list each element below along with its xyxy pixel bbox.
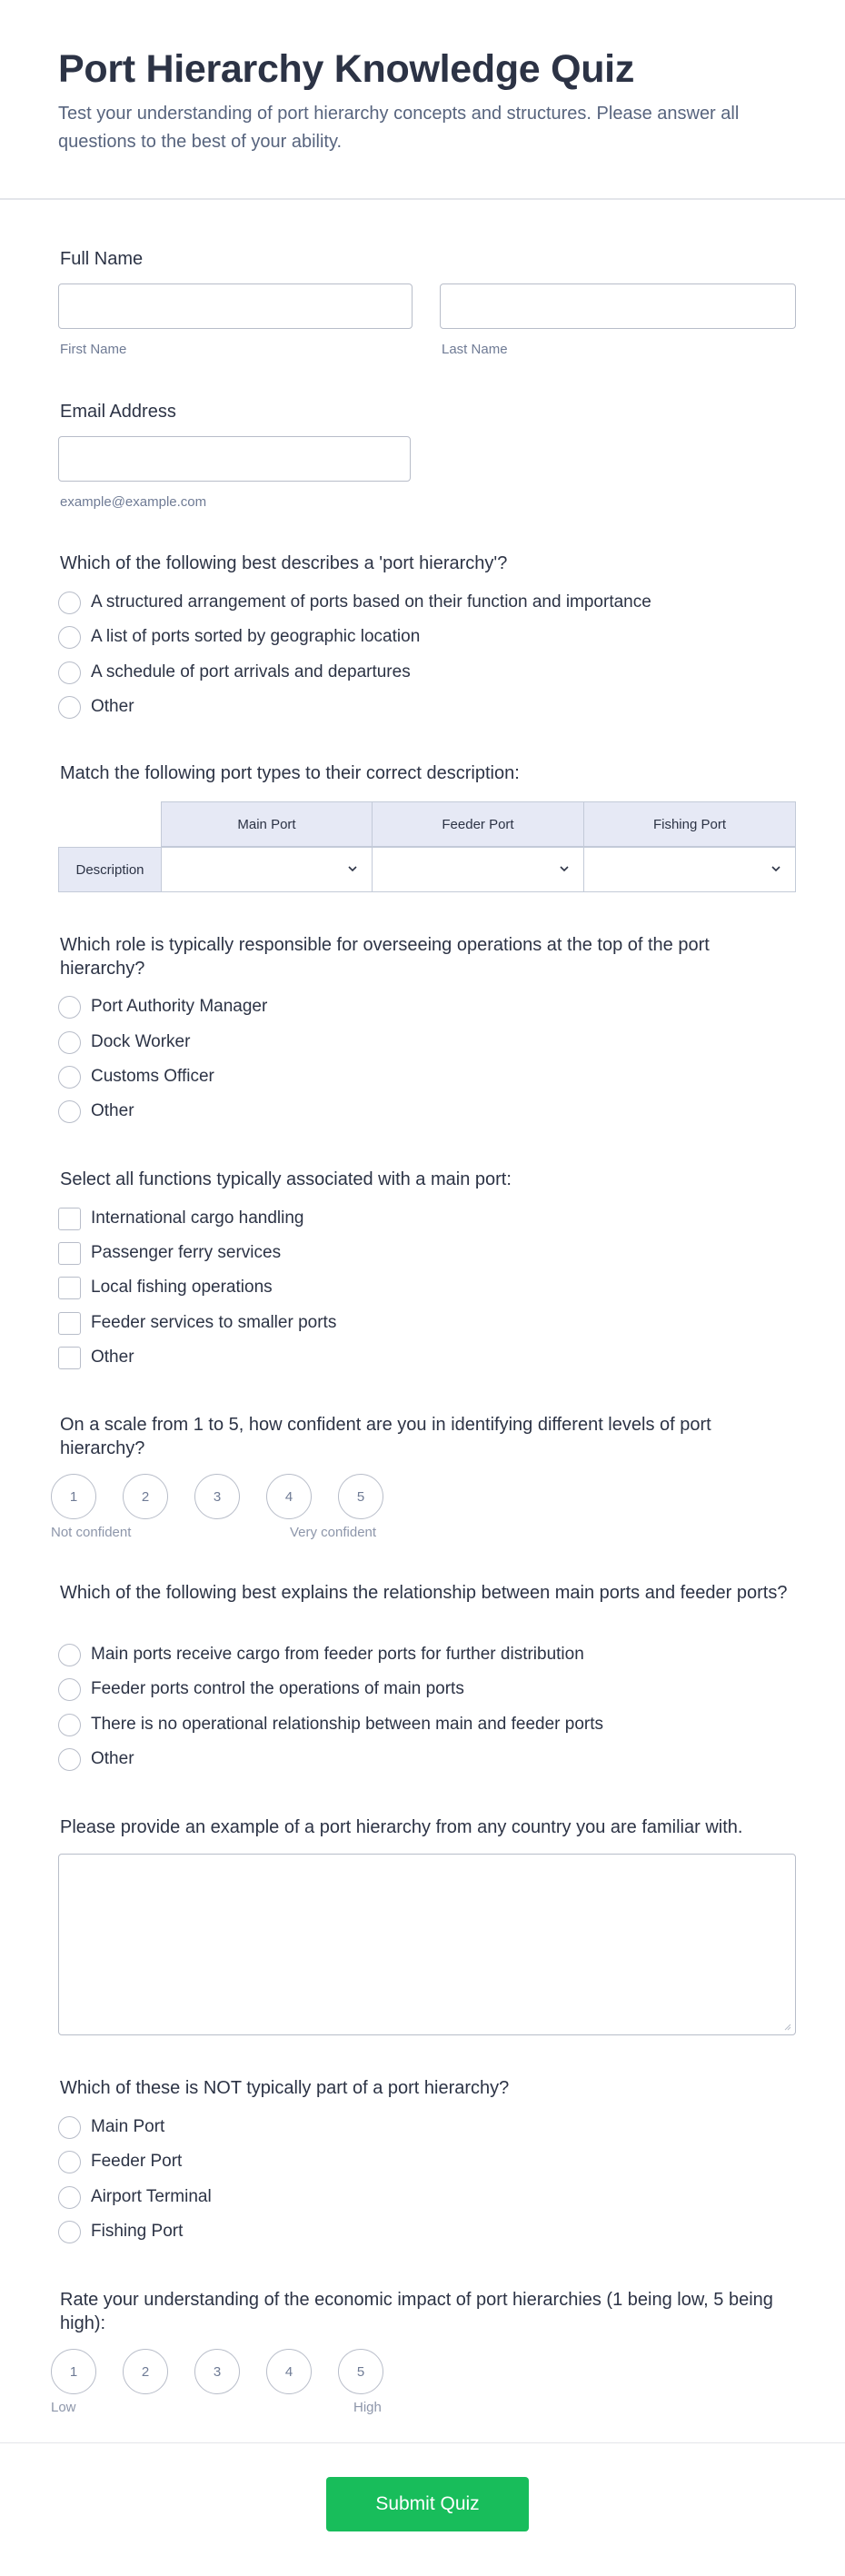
first-name-sublabel: First Name (60, 342, 127, 357)
question-economic-label: Rate your understanding of the economic impact of port hierarchies (1 being low, 5 being high): (60, 2290, 773, 2333)
scale-option[interactable]: 4 (266, 2349, 312, 2394)
form-header (0, 0, 845, 200)
checkbox-option[interactable] (58, 1207, 304, 1230)
option-label: A structured arrangement of ports based on their function and importance (91, 592, 651, 612)
scale-option[interactable]: 3 (194, 2349, 240, 2394)
scale-low-label: Not confident (51, 1525, 132, 1540)
radio-option[interactable] (58, 1677, 464, 1701)
radio-button[interactable] (58, 661, 81, 684)
radio-button[interactable] (58, 1066, 81, 1089)
submit-quiz-button[interactable]: Submit Quiz (326, 2477, 529, 2531)
checkbox[interactable] (58, 1208, 81, 1230)
radio-option[interactable] (58, 1030, 190, 1054)
radio-option[interactable] (58, 661, 411, 684)
question-example-label: Please provide an example of a port hierarchy from any country you are familiar with. (60, 1817, 743, 1837)
radio-button[interactable] (58, 626, 81, 649)
scale-option[interactable]: 1 (51, 1474, 96, 1519)
chevron-down-icon (558, 862, 571, 875)
question-functions-label: Select all functions typically associated with a main port: (60, 1169, 512, 1189)
radio-option[interactable] (58, 2185, 212, 2209)
full-name-label: Full Name (60, 249, 144, 269)
form-subtitle: Test your understanding of port hierarchy concepts and structures. Please answer all questions to the best of your ability. (58, 104, 740, 152)
radio-option[interactable] (58, 1099, 134, 1123)
question-role-label: Which role is typically responsible for overseeing operations at the top of the port hierarchy? (60, 935, 710, 979)
matrix-column-header: Main Port (161, 801, 373, 847)
resize-grip-icon[interactable] (782, 2022, 791, 2031)
radio-button[interactable] (58, 2186, 81, 2209)
radio-option[interactable] (58, 1747, 134, 1771)
option-label: Other (91, 1101, 134, 1120)
option-label: Feeder Port (91, 2152, 183, 2171)
chevron-down-icon (346, 862, 359, 875)
first-name-input[interactable] (58, 283, 413, 329)
radio-option[interactable] (58, 2115, 164, 2139)
matrix-dropdown-feeder-port[interactable] (372, 847, 584, 892)
option-label: Other (91, 697, 134, 716)
checkbox[interactable] (58, 1242, 81, 1265)
checkbox[interactable] (58, 1312, 81, 1335)
match-matrix (58, 801, 796, 892)
checkbox[interactable] (58, 1347, 81, 1369)
checkbox-option[interactable] (58, 1276, 273, 1299)
radio-option[interactable] (58, 1065, 214, 1089)
radio-button[interactable] (58, 592, 81, 614)
matrix-dropdown-fishing-port[interactable] (583, 847, 796, 892)
scale-low-label: Low (51, 2400, 76, 2415)
option-label: Main Port (91, 2117, 165, 2136)
radio-button[interactable] (58, 1714, 81, 1736)
question-relationship-label: Which of the following best explains the relationship between main ports and feeder ports? (60, 1583, 788, 1603)
form-title: Port Hierarchy Knowledge Quiz (58, 47, 635, 91)
option-label: Airport Terminal (91, 2187, 212, 2206)
scale-option[interactable]: 4 (266, 1474, 312, 1519)
example-textarea[interactable] (58, 1854, 796, 2035)
radio-button[interactable] (58, 2221, 81, 2243)
email-label: Email Address (60, 402, 176, 422)
question-definition-label: Which of the following best describes a 'port hierarchy'? (60, 553, 508, 573)
radio-option[interactable] (58, 695, 134, 719)
matrix-column-header: Feeder Port (372, 801, 584, 847)
scale-option[interactable]: 2 (123, 1474, 168, 1519)
option-label: Feeder services to smaller ports (91, 1313, 337, 1332)
option-label: There is no operational relationship between main and feeder ports (91, 1715, 604, 1734)
scale-high-label: Very confident (290, 1525, 377, 1540)
matrix-row-label: Description (58, 847, 162, 892)
question-confidence-label: On a scale from 1 to 5, how confident are you in identifying different levels of port hierarchy? (60, 1415, 711, 1458)
question-not-part-label: Which of these is NOT typically part of a port hierarchy? (60, 2078, 510, 2098)
option-label: Fishing Port (91, 2222, 184, 2241)
email-input[interactable] (58, 436, 411, 482)
radio-button[interactable] (58, 2116, 81, 2139)
option-label: Dock Worker (91, 1032, 191, 1051)
question-match-label: Match the following port types to their correct description: (60, 763, 520, 783)
checkbox-option[interactable] (58, 1346, 134, 1369)
option-label: A list of ports sorted by geographic location (91, 627, 421, 646)
scale-option[interactable]: 5 (338, 1474, 383, 1519)
option-label: Other (91, 1348, 134, 1367)
option-label: A schedule of port arrivals and departures (91, 662, 411, 681)
last-name-input[interactable] (440, 283, 796, 329)
radio-button[interactable] (58, 1678, 81, 1701)
form-footer (0, 2442, 845, 2576)
option-label: Other (91, 1749, 134, 1768)
matrix-column-header: Fishing Port (583, 801, 796, 847)
scale-high-label: High (353, 2400, 382, 2415)
radio-button[interactable] (58, 1031, 81, 1054)
radio-option[interactable] (58, 2150, 182, 2173)
checkbox[interactable] (58, 1277, 81, 1299)
last-name-sublabel: Last Name (442, 342, 508, 357)
radio-button[interactable] (58, 2151, 81, 2173)
scale-option[interactable]: 3 (194, 1474, 240, 1519)
option-label: Passenger ferry services (91, 1243, 282, 1262)
radio-button[interactable] (58, 1644, 81, 1666)
checkbox-option[interactable] (58, 1311, 336, 1335)
option-label: Feeder ports control the operations of main ports (91, 1679, 464, 1698)
option-label: Local fishing operations (91, 1278, 273, 1297)
radio-button[interactable] (58, 996, 81, 1019)
radio-option[interactable] (58, 625, 420, 649)
radio-option[interactable] (58, 1713, 603, 1736)
radio-option[interactable] (58, 1643, 584, 1666)
checkbox-option[interactable] (58, 1241, 281, 1265)
radio-button[interactable] (58, 1748, 81, 1771)
option-label: Main ports receive cargo from feeder ports for further distribution (91, 1645, 584, 1664)
radio-option[interactable] (58, 591, 651, 614)
email-sublabel: example@example.com (60, 494, 207, 510)
chevron-down-icon (770, 862, 782, 875)
scale-option[interactable]: 2 (123, 2349, 168, 2394)
radio-button[interactable] (58, 1100, 81, 1123)
scale-option[interactable]: 5 (338, 2349, 383, 2394)
radio-option[interactable] (58, 995, 267, 1019)
option-label: International cargo handling (91, 1208, 304, 1228)
option-label: Port Authority Manager (91, 997, 268, 1016)
matrix-dropdown-main-port[interactable] (161, 847, 373, 892)
radio-option[interactable] (58, 2220, 183, 2243)
scale-option[interactable]: 1 (51, 2349, 96, 2394)
option-label: Customs Officer (91, 1067, 214, 1086)
radio-button[interactable] (58, 696, 81, 719)
